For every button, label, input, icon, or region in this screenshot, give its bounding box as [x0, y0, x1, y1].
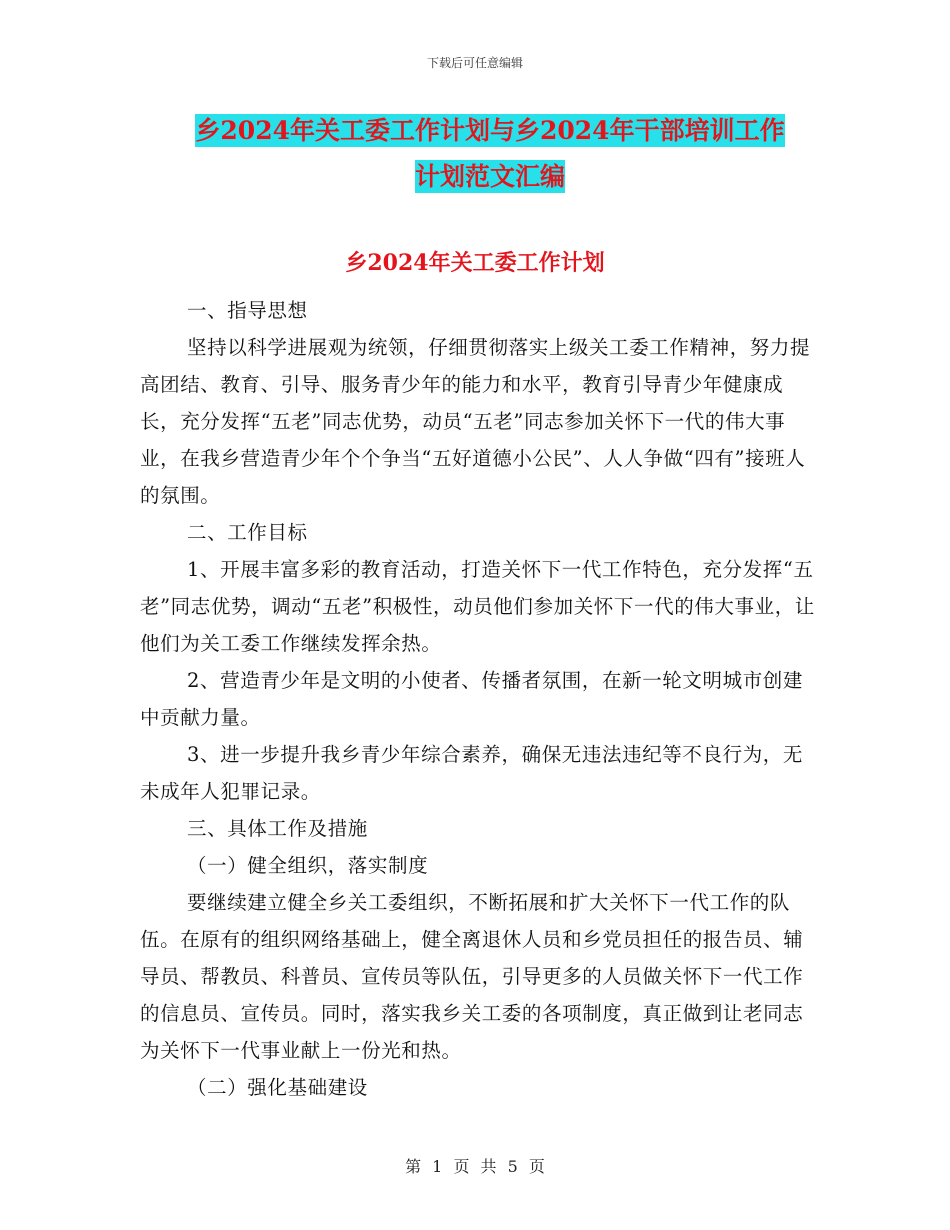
section-title: 乡2024年关工委工作计划 [345, 250, 605, 276]
subheading-infrastructure: （二）强化基础建设 [187, 1076, 368, 1099]
paragraph-goal-1: 1、开展丰富多彩的教育活动，打造关怀下一代工作特色，充分发挥“五老”同志优势，调动“五老”积极性，动员他们参加关怀下一代的伟大事业，让他们为关工委工作继续发挥余热。 [140, 558, 815, 655]
document-body [140, 292, 820, 1106]
page-footer-number: 第 1 页 共 5 页 [405, 1157, 545, 1176]
document-title-line2: 计划范文汇编 [414, 162, 565, 191]
paragraph-goal-2: 2、营造青少年是文明的小使者、传播者氛围，在新一轮文明城市创建中贡献力量。 [140, 669, 804, 729]
page-header-note: 下载后可任意编辑 [426, 56, 523, 70]
document-title [140, 108, 840, 200]
paragraph-organization: 要继续建立健全乡关工委组织，不断拓展和扩大关怀下一代工作的队伍。在原有的组织网络基础上，健全离退休人员和乡党员担任的报告员、辅导员、帮教员、科普员、宣传员等队伍，引导更多的人员做关怀下一代工作的信息员、宣传员。同时，落实我乡关工委的各项制度，真正做到让老同志为关怀下一代事业献上一份光和热。 [140, 891, 804, 1062]
paragraph-guiding-thought: 坚持以科学进展观为统领，仔细贯彻落实上级关工委工作精神，努力提高团结、教育、引导、服务青少年的能力和水平，教育引导青少年健康成长，充分发挥“五老”同志优势，动员“五老”同志参加关怀下一代的伟大事业，在我乡营造青少年个个争当“五好道德小公民”、人人争做“四有”接班人的氛围。 [140, 336, 811, 507]
subheading-organization: （一）健全组织，落实制度 [187, 854, 429, 877]
heading-guiding-thought: 一、指导思想 [187, 299, 308, 322]
document-title-line1: 乡2024年关工委工作计划与乡2024年干部培训工作 [195, 116, 785, 145]
heading-specific-measures: 三、具体工作及措施 [187, 817, 368, 840]
heading-work-goals: 二、工作目标 [187, 521, 308, 544]
paragraph-goal-3: 3、进一步提升我乡青少年综合素养，确保无违法违纪等不良行为，无未成年人犯罪记录。 [140, 743, 804, 803]
